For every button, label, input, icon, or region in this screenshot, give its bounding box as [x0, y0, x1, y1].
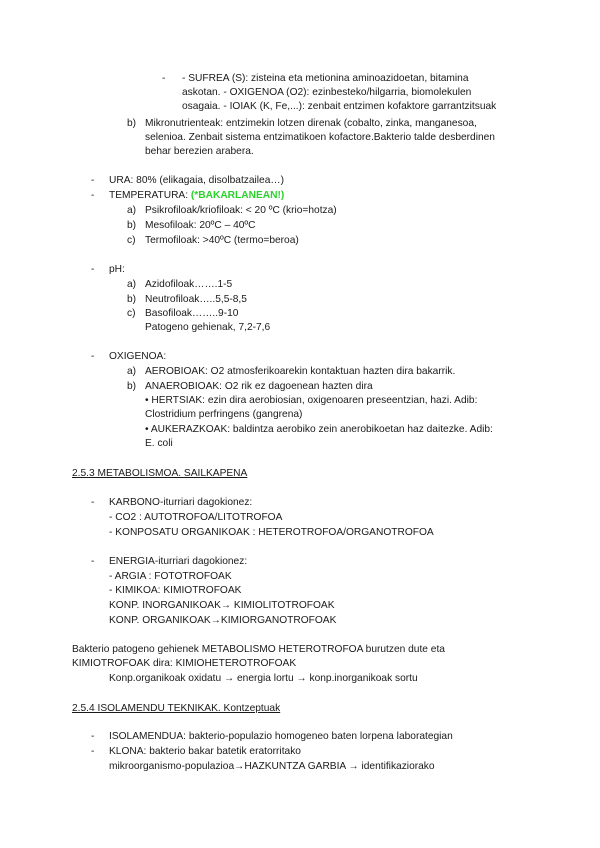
- list-dash: -: [91, 556, 95, 567]
- carbon-label: KARBONO-iturriari dagokionez:: [109, 497, 253, 508]
- carbon-line: - KONPOSATU ORGANIKOAK : HETEROTROFOA/ORGANOTROFOA: [109, 527, 434, 538]
- clone-item: KLONA: bakterio bakar batetik eratorritako: [109, 746, 301, 757]
- list-marker: b): [127, 294, 137, 305]
- list-dash: -: [91, 351, 95, 362]
- ph-note: Patogeno gehienak, 7,2-7,6: [145, 322, 271, 333]
- ph-item: Neutrofiloak…..5,5-8,5: [145, 294, 247, 305]
- section-heading-metabolism: 2.5.3 METABOLISMOA. SAILKAPENA: [72, 468, 248, 479]
- paragraph-line: Konp.organikoak oxidatu → energia lortu → konp.inorganikoak sortu: [109, 673, 418, 684]
- oxygen-sub-line: E. coli: [145, 438, 173, 449]
- energy-line: - KIMIKOA: KIMIOTROFOAK: [109, 585, 242, 596]
- energy-label: ENERGIA-iturriari dagokionez:: [109, 556, 248, 567]
- ph-label: pH:: [109, 264, 125, 275]
- section-heading-isolation: 2.5.4 ISOLAMENDU TEKNIKAK. Kontzeptuak: [72, 703, 281, 714]
- temperature-item: Psikrofiloak/kriofiloak: < 20 ºC (krio=hotza): [145, 205, 337, 216]
- clone-item-continued: mikroorganismo-populazioa→HAZKUNTZA GARBIA → identifikaziorako: [109, 761, 435, 772]
- ph-item: Azidofiloak…….1-5: [145, 279, 233, 290]
- list-dash: -: [91, 497, 95, 508]
- oxygen-item: ANAEROBIOAK: O2 rik ez dagoenean hazten dira: [145, 381, 373, 392]
- paragraph-line: KIMIOTROFOAK dira: KIMIOHETEROTROFOAK: [72, 658, 297, 669]
- sulfur-line-1: - SUFREA (S): zisteina eta metionina aminoazidoetan, bitamina: [182, 73, 469, 84]
- temperature-label: TEMPERATURA:: [109, 190, 191, 201]
- ph-item: Basofiloak……..9-10: [145, 308, 239, 319]
- micro-line-3: behar berezien arabera.: [145, 146, 254, 157]
- micro-line-2: selenioa. Zenbait sistema entzimatikoen kofactore.Bakterio talde desberdinen: [145, 132, 495, 143]
- oxygen-sub-line: • HERTSIAK: ezin dira aerobiosian, oxigenoaren preseentzian, hazi. Adib:: [145, 395, 478, 406]
- isolation-item: ISOLAMENDUA: bakterio-populazio homogeneo baten lorpena laborategian: [109, 731, 453, 742]
- list-dash: -: [91, 264, 95, 275]
- oxygen-sub-line: • AUKERAZKOAK: baldintza aerobiko zein anerobikoetan haz daitezke. Adib:: [145, 424, 493, 435]
- list-marker: b): [127, 381, 137, 392]
- list-dash: -: [162, 73, 166, 84]
- carbon-line: - CO2 : AUTOTROFOA/LITOTROFOA: [109, 512, 283, 523]
- temperature-heading: [109, 189, 284, 202]
- oxygen-item: AEROBIOAK: O2 atmosferikoarekin kontaktuan hazten dira bakarrik.: [145, 366, 456, 377]
- list-marker: c): [127, 308, 136, 319]
- list-dash: -: [91, 746, 95, 757]
- list-dash: -: [91, 190, 95, 201]
- list-marker: b): [127, 220, 137, 231]
- list-marker: a): [127, 205, 137, 216]
- energy-line: KONP. INORGANIKOAK→ KIMIOLITOTROFOAK: [109, 600, 335, 611]
- sulfur-line-2: askotan. - OXIGENOA (O2): ezinbesteko/hilgarria, biomolekulen: [182, 87, 472, 98]
- temperature-item: Termofiloak: >40ºC (termo=beroa): [145, 235, 299, 246]
- oxygen-label: OXIGENOA:: [109, 351, 167, 362]
- oxygen-sub-line: Clostridium perfringens (gangrena): [145, 409, 303, 420]
- list-marker: b): [127, 118, 137, 129]
- energy-line: KONP. ORGANIKOAK→KIMIORGANOTROFOAK: [109, 615, 337, 626]
- temperature-item: Mesofiloak: 20ºC – 40ºC: [145, 220, 256, 231]
- paragraph-line: Bakterio patogeno gehienek METABOLISMO HETEROTROFOA burutzen dute eta: [72, 644, 445, 655]
- list-dash: -: [91, 175, 95, 186]
- list-marker: a): [127, 279, 137, 290]
- temperature-highlight: (*BAKARLANEAN!): [190, 190, 285, 201]
- list-marker: c): [127, 235, 136, 246]
- list-marker: a): [127, 366, 137, 377]
- water-text: URA: 80% (elikagaia, disolbatzailea…): [109, 175, 284, 186]
- sulfur-line-3: osagaia. - IOIAK (K, Fe,...): zenbait entzimen kofaktore garrantzitsuak: [182, 101, 497, 112]
- list-dash: -: [91, 731, 95, 742]
- micro-line-1: Mikronutrienteak: entzimekin lotzen direnak (cobalto, zinka, manganesoa,: [145, 118, 477, 129]
- energy-line: - ARGIA : FOTOTROFOAK: [109, 571, 232, 582]
